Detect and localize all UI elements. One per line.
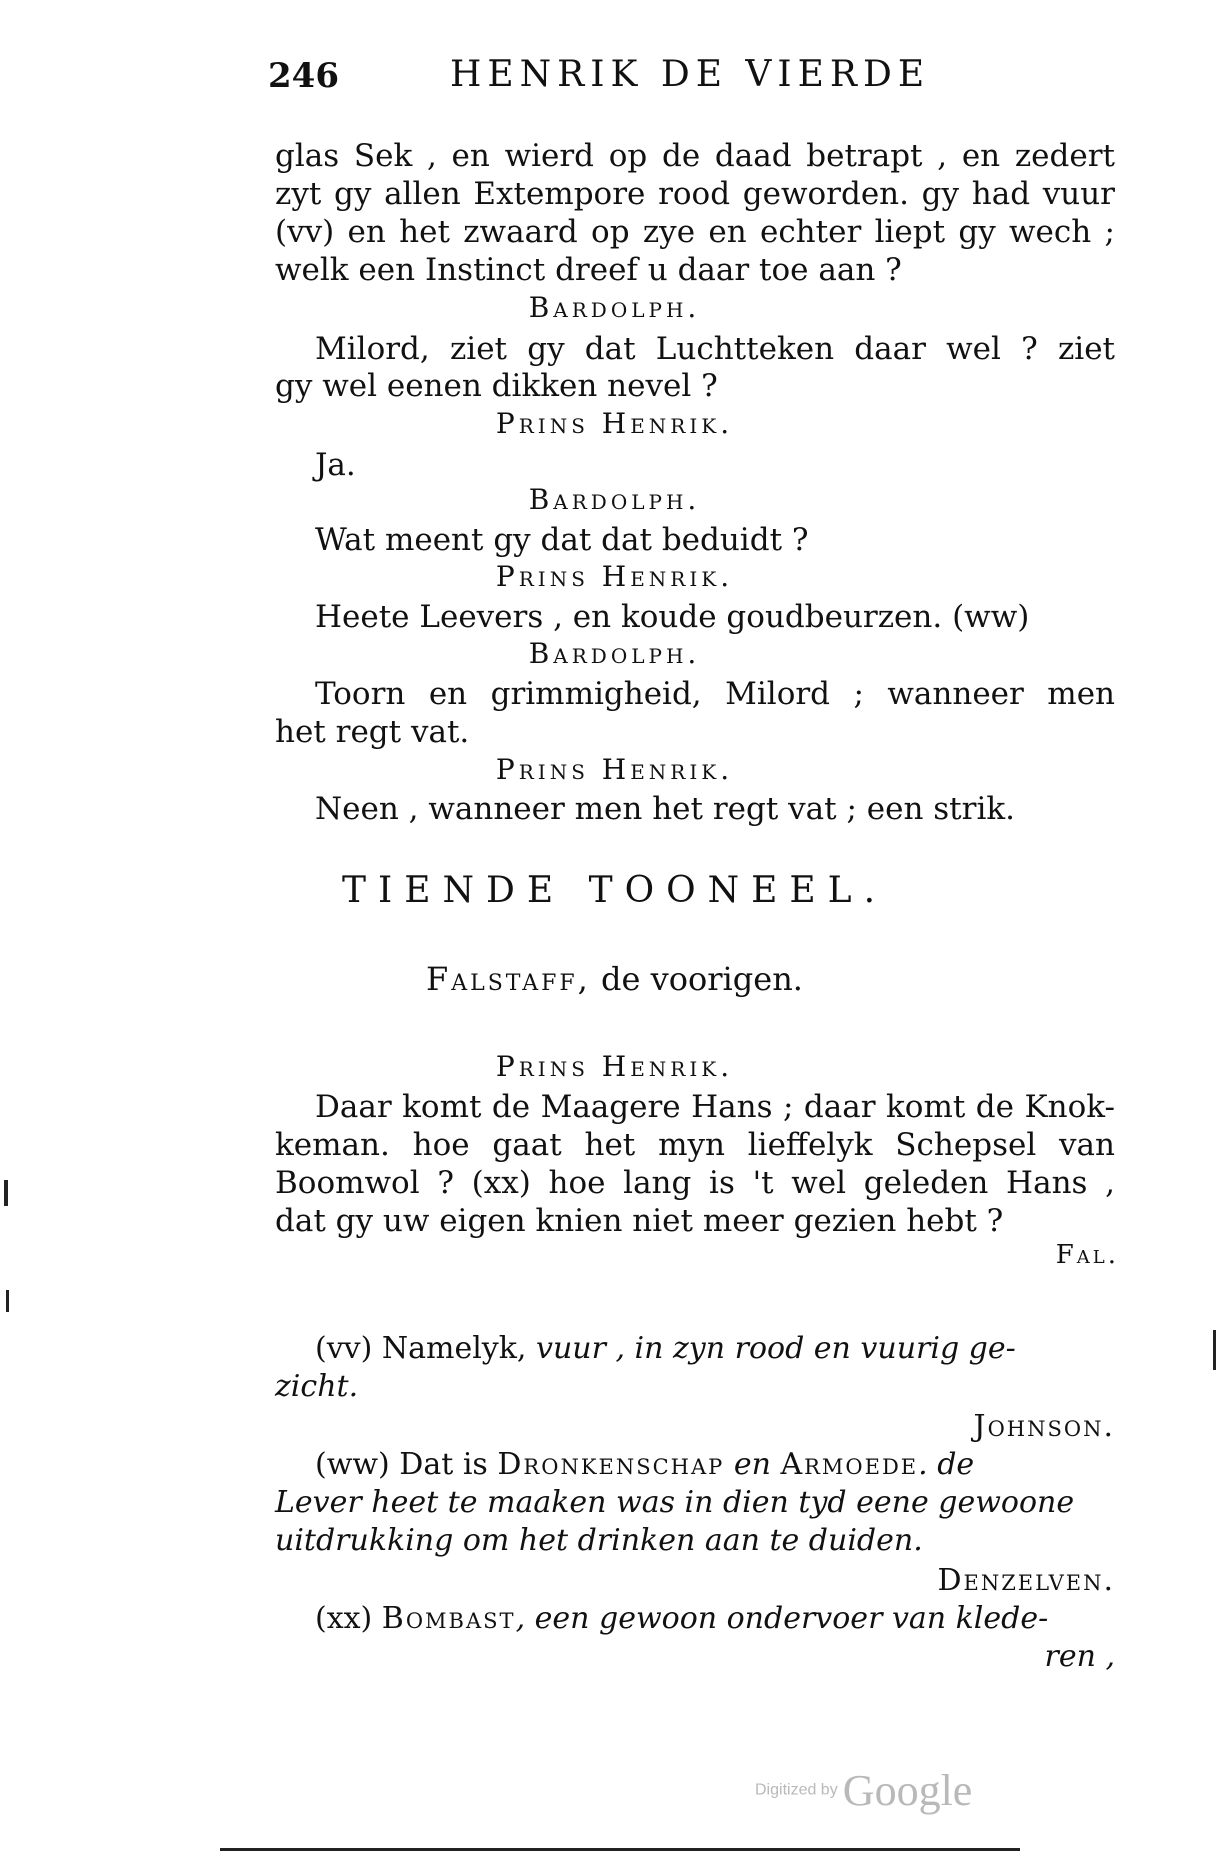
scene-cast [0,960,1229,998]
text-line: keman. hoe gaat het myn lieffelyk Schepsel van [275,1127,1115,1163]
running-title: HENRIK DE VIERDE [450,54,931,95]
speaker-name: Prins Henrik. [495,753,734,786]
speaker-name: Prins Henrik. [495,560,734,593]
text-line: glas Sek , en wierd op de daad betrapt , en zedert [275,138,1115,174]
watermark-small: Digitized by [755,1781,838,1799]
footnote-caps: Dronkenschap [497,1447,725,1482]
text-line: Milord, ziet gy dat Luchtteken daar wel ? ziet [315,331,1115,367]
footnote-lead: Dat is [389,1447,498,1482]
footnote-ww [315,1446,1115,1483]
text-line: Neen , wanneer men het regt vat ; een strik. [315,791,1016,827]
speaker-name: Bardolph. [528,291,701,324]
footnote-text: , een gewoon ondervoer van klede- [515,1601,1049,1636]
footnote-text: en [724,1447,781,1482]
text-line: zyt gy allen Extempore rood geworden. gy had vuur [275,176,1115,212]
digitized-watermark [755,1765,972,1816]
text-line: (vv) en het zwaard op zye en echter liept gy wech ; [275,214,1115,250]
footnote-text: zicht. [275,1369,359,1404]
footnote-text: ren , [1044,1639,1115,1674]
footnote-caps: Armoede [780,1447,919,1482]
footnote-ww-line3 [275,1522,1115,1559]
speaker-name: Bardolph. [528,483,701,516]
footnote-marker: (xx) [315,1601,373,1636]
text-line: Toorn en grimmigheid, Milord ; wanneer men [315,676,1115,712]
scene-title: TIENDE TOONEEL. [341,870,888,911]
text-line: Boomwol ? (xx) hoe lang is 't wel geleden Hans , [275,1165,1115,1201]
text-line: dat gy uw eigen knien niet meer gezien hebt ? [275,1203,1004,1239]
footnote-text: uitdrukking om het drinken aan te duiden. [275,1523,923,1558]
watermark-logo: Google [842,1766,973,1815]
speaker-name: Prins Henrik. [495,407,734,440]
footnote-xx-cont [275,1638,1115,1675]
text-line: gy wel eenen dikken nevel ? [275,368,718,404]
catchword: Fal. [1055,1240,1119,1270]
speaker-name: Bardolph. [528,637,701,670]
text-line: het regt vat. [275,714,470,750]
scan-mark [6,1290,9,1312]
footnote-vv-cont [275,1368,1115,1405]
text-line: welk een Instinct dreef u daar toe aan ? [275,252,902,288]
text-line: Heete Leevers , en koude goudbeurzen. (ww) [315,599,1030,635]
footnote-marker: (vv) [315,1331,373,1366]
footnote-text: Lever heet te maaken was in dien tyd eene gewoone [275,1485,1075,1520]
speaker-name: Prins Henrik. [495,1050,734,1083]
footnote-marker: (ww) [315,1447,390,1482]
footnote-ww-line2 [275,1484,1115,1521]
scan-mark [4,1180,8,1206]
footnote-text: vuur , in zyn rood en vuurig ge- [536,1331,1016,1366]
footnote-lead: Namelyk, [381,1331,536,1366]
text-line: Ja. [315,447,356,483]
footnote-vv [315,1330,1115,1367]
footnote-xx [315,1600,1115,1637]
footnote-credit: Johnson. [973,1409,1115,1444]
bottom-edge-rule [220,1848,1020,1851]
footnote-caps: Bombast [381,1601,516,1636]
cast-name: Falstaff, [426,960,591,998]
scan-mark [1213,1330,1216,1370]
text-line: Wat meent gy dat dat beduidt ? [315,522,809,558]
page-number: 246 [268,56,339,96]
text-line: Daar komt de Maagere Hans ; daar komt de Knok- [315,1089,1115,1125]
footnote-text: . de [918,1447,975,1482]
footnote-credit: Denzelven. [937,1563,1115,1598]
cast-rest: de voorigen. [590,960,803,998]
